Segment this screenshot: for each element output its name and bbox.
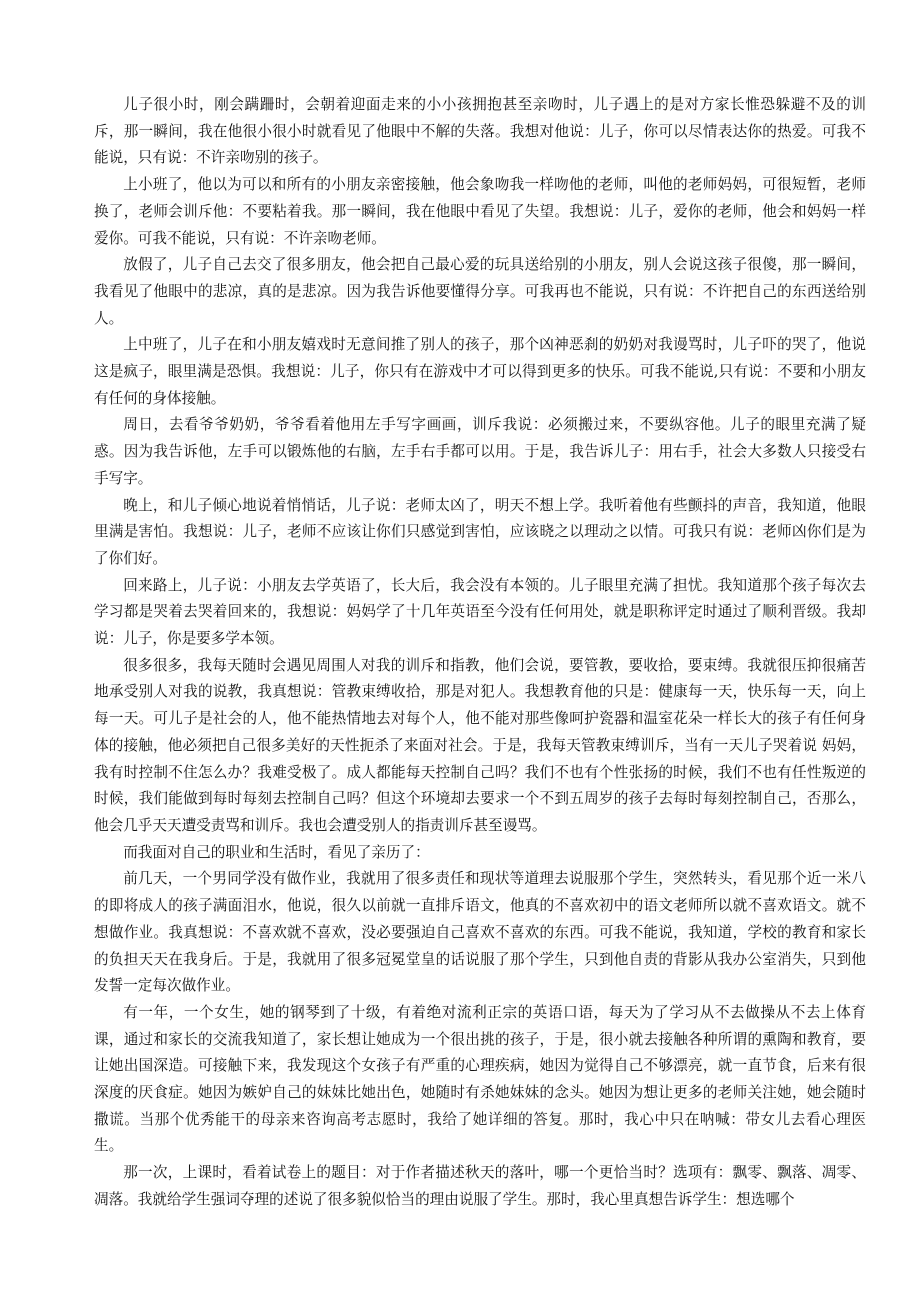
paragraph-10: 前几天，一个男同学没有做作业，我就用了很多责任和现状等道理去说服那个学生，突然转头，看见那个近一米八的即将成人的孩子满面泪水，他说，很久以前就一直排斥语文，他真的不喜欢初中的语文老师所以就不喜欢语文。就不想做作业。我真想说：不喜欢就不喜欢，没必要强迫自己喜欢不喜欢的东西。可我不能说，我知道，学校的教育和家长的负担天天在我身后。于是，我就用了很多冠冕堂皇的话说服了那个学生，只到他自责的背影从我办公室消失，只到他发誓一定每次做作业。 [94,870,866,995]
paragraph-11: 有一年，一个女生，她的钢琴到了十级，有着绝对流利正宗的英语口语，每天为了学习从不去做操从不去上体育课，通过和家长的交流我知道了，家长想让她成为一个很出挑的孩子，于是，很小就去接触各种所谓的熏陶和教育，要让她出国深造。可接触下来，我发现这个女孩子有严重的心理疾病，她因为觉得自己不够漂亮，就一直节食，后来有很深度的厌食症。她因为嫉妒自己的妹妹比她出色，她随时有杀她妹妹的念头。她因为想让更多的老师关注她，她会随时撒谎。当那个优秀能干的母亲来咨询高考志愿时，我给了她详细的答复。那时，我心中只在呐喊：带女儿去看心理医生。 [94,1003,866,1155]
paragraph-5: 周日，去看爷爷奶奶，爷爷看着他用左手写字画画，训斥我说：必须搬过来，不要纵容他。儿子的眼里充满了疑惑。因为我告诉他，左手可以锻炼他的右脑，左手右手都可以用。于是，我告诉儿子：用右手，社会大多数人只接受右手写字。 [94,416,866,487]
paragraph-12: 那一次，上课时，看着试卷上的题目：对于作者描述秋天的落叶，哪一个更恰当时？选项有：飘零、飘落、凋零、凋落。我就给学生强词夺理的述说了很多貌似恰当的理由说服了学生。那时，我心里真想告诉学生：想选哪个 [94,1164,866,1208]
document-body [94,92,866,1214]
paragraph-3: 放假了，儿子自己去交了很多朋友，他会把自己最心爱的玩具送给别的小朋友，别人会说这孩子很傻，那一瞬间，我看见了他眼中的悲凉，真的是悲凉。因为我告诉他要懂得分享。可我再也不能说，只有说：不许把自己的东西送给别人。 [94,256,866,327]
paragraph-6: 晚上，和儿子倾心地说着悄悄话，儿子说：老师太凶了，明天不想上学。我听着他有些颤抖的声音，我知道，他眼里满是害怕。我想说：儿子，老师不应该让你们只感觉到害怕，应该晓之以理动之以情。可我只有说：老师凶你们是为了你们好。 [94,496,866,567]
paragraph-4: 上中班了，儿子在和小朋友嬉戏时无意间推了别人的孩子，那个凶神恶刹的奶奶对我谩骂时，儿子吓的哭了，他说这是疯子，眼里满是恐惧。我想说：儿子，你只有在游戏中才可以得到更多的快乐。可我不能说,只有说：不要和小朋友有任何的身体接触。 [94,336,866,407]
paragraph-1: 儿子很小时，刚会蹒跚时，会朝着迎面走来的小小孩拥抱甚至亲吻时，儿子遇上的是对方家长惟恐躲避不及的训斥，那一瞬间，我在他很小很小时就看见了他眼中不解的失落。我想对他说：儿子，你可以尽情表达你的热爱。可我不能说，只有说：不许亲吻别的孩子。 [94,96,866,167]
paragraph-2: 上小班了，他以为可以和所有的小朋友亲密接触，他会象吻我一样吻他的老师，叫他的老师妈妈，可很短暂，老师换了，老师会训斥他：不要粘着我。那一瞬间，我在他眼中看见了失望。我想说：儿子，爱你的老师，他会和妈妈一样爱你。可我不能说，只有说：不许亲吻老师。 [94,176,866,247]
paragraph-9: 而我面对自己的职业和生活时，看见了亲历了： [123,843,430,861]
paragraph-8: 很多很多，我每天随时会遇见周围人对我的训斥和指教，他们会说，要管教，要收拾，要束缚。我就很压抑很痛苦地承受别人对我的说教，我真想说：管教束缚收拾，那是对犯人。我想教育他的只是：健康每一天，快乐每一天，向上每一天。可儿子是社会的人，他不能热情地去对每个人，他不能对那些像呵护瓷器和温室花朵一样长大的孩子有任何身体的接触，他必须把自己很多美好的天性扼杀了来面对社会。于是，我每天管教束缚训斥，当有一天儿子哭着说 妈妈，我有时控制不住怎么办？我难受极了。成人都能每天控制自己吗？我们不也有个性张扬的时候，我们不也有任性叛逆的时候，我们能做到每时每刻去控制自己吗？但这个环境却去要求一个不到五周岁的孩子去每时每刻控制自己，否那么，他会几乎天天遭受责骂和训斥。我也会遭受别人的指责训斥甚至谩骂。 [94,656,866,834]
paragraph-7: 回来路上，儿子说：小朋友去学英语了，长大后，我会没有本领的。儿子眼里充满了担忧。我知道那个孩子每次去学习都是哭着去哭着回来的，我想说：妈妈学了十几年英语至今没有任何用处，就是职称评定时通过了顺利晋级。我却说：儿子，你是要多学本领。 [94,576,866,648]
